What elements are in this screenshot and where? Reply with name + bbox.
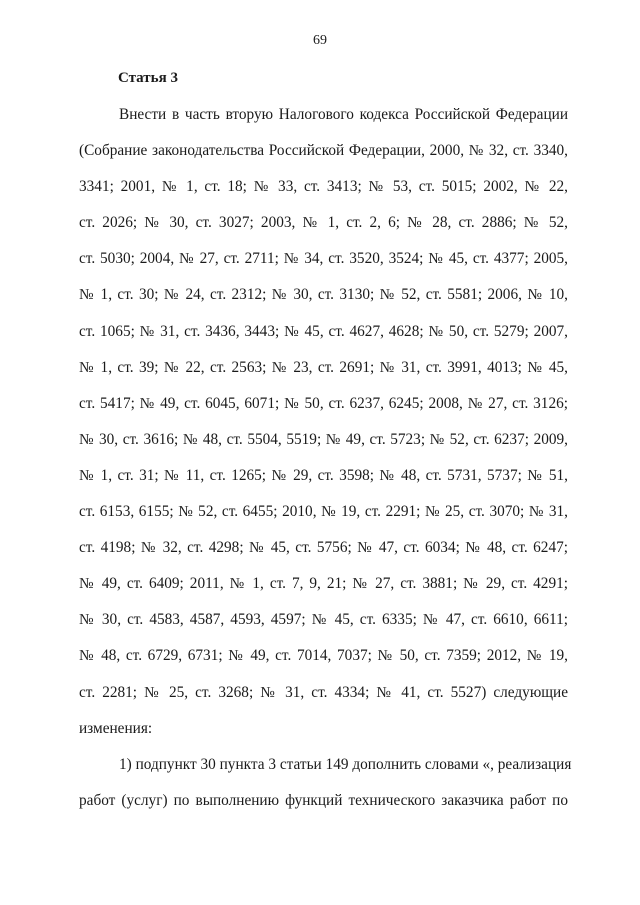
text-line: ст. 4198; № 32, ст. 4298; № 45, ст. 5756; № 47, ст. 6034; № 48, ст. 6247; xyxy=(79,539,568,557)
text-line: (Собрание законодательства Российской Федерации, 2000, № 32, ст. 3340, xyxy=(79,142,568,160)
text-line: ст. 5417; № 49, ст. 6045, 6071; № 50, ст. 6237, 6245; 2008, № 27, ст. 3126; xyxy=(79,394,568,412)
text-line: № 1, ст. 39; № 22, ст. 2563; № 23, ст. 2691; № 31, ст. 3991, 4013; № 45, xyxy=(79,358,568,376)
text-line: № 30, ст. 3616; № 48, ст. 5504, 5519; № 49, ст. 5723; № 52, ст. 6237; 2009, xyxy=(79,430,568,448)
text-line: ст. 1065; № 31, ст. 3436, 3443; № 45, ст. 4627, 4628; № 50, ст. 5279; 2007, xyxy=(79,322,568,340)
text-line: ст. 2281; № 25, ст. 3268; № 31, ст. 4334; № 41, ст. 5527) следующие xyxy=(79,683,568,701)
text-line: № 49, ст. 6409; 2011, № 1, ст. 7, 9, 21; № 27, ст. 3881; № 29, ст. 4291; xyxy=(79,575,568,593)
text-line: № 1, ст. 30; № 24, ст. 2312; № 30, ст. 3130; № 52, ст. 5581; 2006, № 10, xyxy=(79,286,568,304)
text-line: ст. 5030; 2004, № 27, ст. 2711; № 34, ст. 3520, 3524; № 45, ст. 4377; 2005, xyxy=(79,250,568,268)
text-line: работ (услуг) по выполнению функций технического заказчика работ по xyxy=(79,791,568,809)
text-line: 3341; 2001, № 1, ст. 18; № 33, ст. 3413; № 53, ст. 5015; 2002, № 22, xyxy=(79,178,568,196)
text-line: 1) подпункт 30 пункта 3 статьи 149 дополнить словами «, реализация xyxy=(119,755,572,773)
page-number: 69 xyxy=(313,33,327,48)
document-body xyxy=(79,97,572,819)
text-line: Внести в часть вторую Налогового кодекса Российской Федерации xyxy=(119,106,568,123)
text-line: изменения: xyxy=(79,719,153,737)
article-heading: Статья 3 xyxy=(118,70,178,86)
text-line: ст. 6153, 6155; № 52, ст. 6455; 2010, № 19, ст. 2291; № 25, ст. 3070; № 31, xyxy=(79,503,568,521)
text-line: № 30, ст. 4583, 4587, 4593, 4597; № 45, ст. 6335; № 47, ст. 6610, 6611; xyxy=(79,611,568,629)
text-line: № 1, ст. 31; № 11, ст. 1265; № 29, ст. 3598; № 48, ст. 5731, 5737; № 51, xyxy=(79,466,568,484)
text-line: ст. 2026; № 30, ст. 3027; 2003, № 1, ст. 2, 6; № 28, ст. 2886; № 52, xyxy=(79,214,568,232)
text-line: № 48, ст. 6729, 6731; № 49, ст. 7014, 7037; № 50, ст. 7359; 2012, № 19, xyxy=(79,647,568,665)
